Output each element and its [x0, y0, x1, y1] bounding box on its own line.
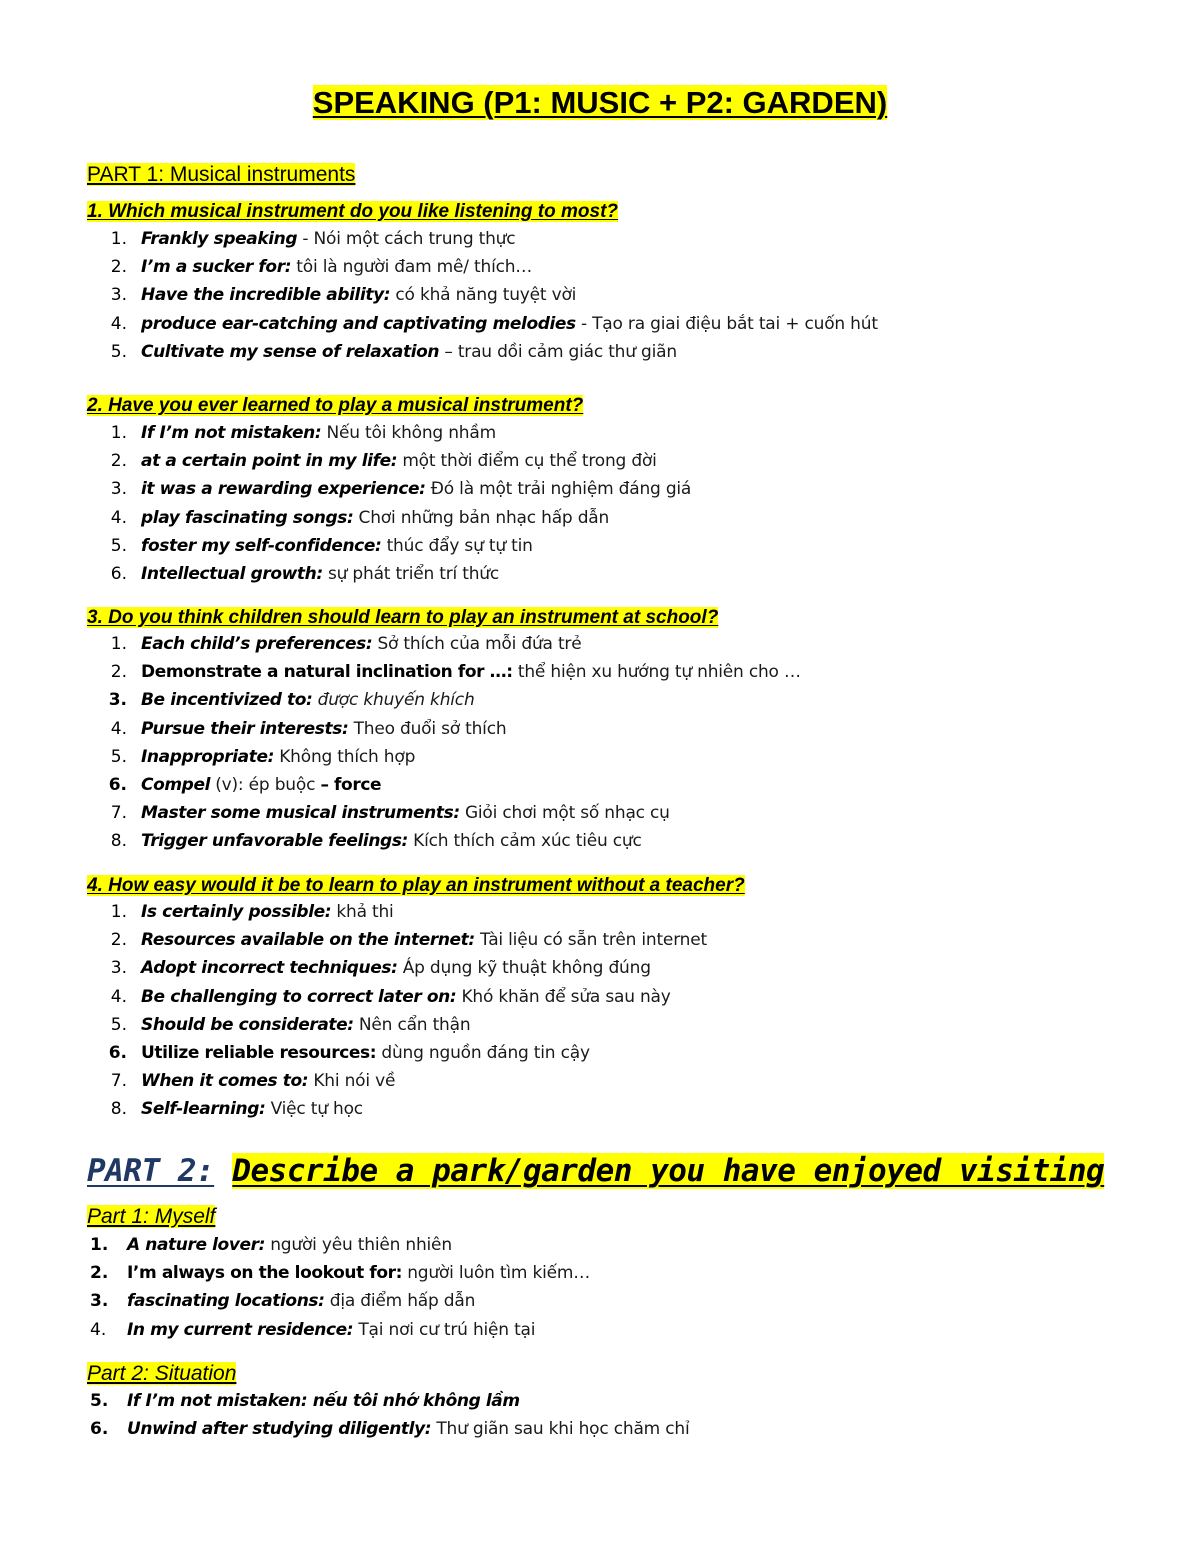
- list-item: 1. Frankly speaking - Nói một cách trung thực: [110, 229, 516, 249]
- question-4: 4. How easy would it be to learn to play an instrument without a teacher?: [87, 875, 745, 896]
- list-item: 2. Resources available on the internet: Tài liệu có sẵn trên internet: [110, 930, 707, 951]
- question-1: 1. Which musical instrument do you like listening to most?: [87, 201, 619, 222]
- list-item: 2. Demonstrate a natural inclination for …: thể hiện xu hướng tự nhiên cho …: [110, 662, 801, 683]
- question-2: 2. Have you ever learned to play a musical instrument?: [87, 395, 584, 416]
- list-item: 2. I’m a sucker for: tôi là người đam mê/ thích…: [110, 257, 533, 278]
- list-item: 6. Compel (v): ép buộc – force: [108, 774, 382, 795]
- question-1-vocab-list: [110, 225, 878, 366]
- list-item: 4. play fascinating songs: Chơi những bản nhạc hấp dẫn: [110, 507, 610, 528]
- part2-section-myself: Part 1: Myself: [87, 1205, 216, 1228]
- list-item: 2. at a certain point in my life: một thời điểm cụ thể trong đời: [110, 451, 657, 472]
- list-item: 4. In my current residence: Tại nơi cư trú hiện tại: [90, 1319, 536, 1340]
- list-item: 6. Intellectual growth: sự phát triển trí thức: [110, 563, 500, 584]
- part1-heading: PART 1: Musical instruments: [87, 163, 356, 186]
- list-item: 5. Inappropriate: Không thích hợp: [110, 746, 416, 767]
- list-item: 4. Be challenging to correct later on: Khó khăn để sửa sau này: [110, 986, 671, 1007]
- question-3: 3. Do you think children should learn to play an instrument at school?: [87, 607, 719, 628]
- list-item: 3. Adopt incorrect techniques: Áp dụng kỹ thuật không đúng: [110, 958, 651, 979]
- list-item: 8. Self-learning: Việc tự học: [110, 1099, 363, 1120]
- list-item: 6. Utilize reliable resources: dùng nguồn đáng tin cậy: [108, 1042, 590, 1063]
- myself-vocab-list: [90, 1231, 591, 1344]
- list-item: 4. Pursue their interests: Theo đuổi sở thích: [110, 718, 507, 739]
- list-item: 7. Master some musical instruments: Giỏi chơi một số nhạc cụ: [110, 803, 670, 824]
- question-2-vocab-list: [110, 419, 692, 588]
- list-item: 1. Each child’s preferences: Sở thích của mỗi đứa trẻ: [110, 634, 582, 654]
- question-4-vocab-list: [108, 898, 707, 1124]
- page-title: [0, 84, 1200, 122]
- list-item: 3. Be incentivized to: được khuyến khích: [108, 690, 475, 711]
- question-3-vocab-list: [108, 630, 801, 856]
- part2-section-situation: Part 2: Situation: [87, 1362, 237, 1385]
- list-item: 1. If I’m not mistaken: Nếu tôi không nhầm: [110, 423, 496, 443]
- list-item: 1. A nature lover: người yêu thiên nhiên: [90, 1235, 452, 1255]
- list-item: 8. Trigger unfavorable feelings: Kích thích cảm xúc tiêu cực: [110, 831, 642, 852]
- list-item: 3. fascinating locations: địa điểm hấp dẫn: [90, 1291, 476, 1312]
- list-item: 3. Have the incredible ability: có khả năng tuyệt vời: [110, 285, 577, 306]
- list-item: 3. it was a rewarding experience: Đó là một trải nghiệm đáng giá: [110, 479, 692, 500]
- page-title-text: SPEAKING (P1: MUSIC + P2: GARDEN): [312, 85, 888, 120]
- list-item: 5. foster my self-confidence: thúc đẩy sự tự tin: [110, 535, 533, 556]
- list-item: 5. Should be considerate: Nên cẩn thận: [110, 1014, 471, 1035]
- list-item: 6. Unwind after studying diligently: Thư giãn sau khi học chăm chỉ: [90, 1419, 690, 1440]
- situation-vocab-list: [90, 1387, 690, 1443]
- list-item: 2. I’m always on the lookout for: người luôn tìm kiếm…: [90, 1263, 591, 1284]
- list-item: 1. Is certainly possible: khả thi: [110, 902, 394, 922]
- list-item: 4. produce ear-catching and captivating melodies - Tạo ra giai điệu bắt tai + cuốn hút: [110, 313, 878, 334]
- list-item: 5. If I’m not mistaken: nếu tôi nhớ không lầm: [90, 1391, 520, 1411]
- part2-heading: PART 2: Describe a park/garden you have enjoyed visiting: [87, 1153, 1105, 1189]
- list-item: 5. Cultivate my sense of relaxation – trau dồi cảm giác thư giãn: [110, 341, 677, 362]
- list-item: 7. When it comes to: Khi nói về: [110, 1071, 396, 1092]
